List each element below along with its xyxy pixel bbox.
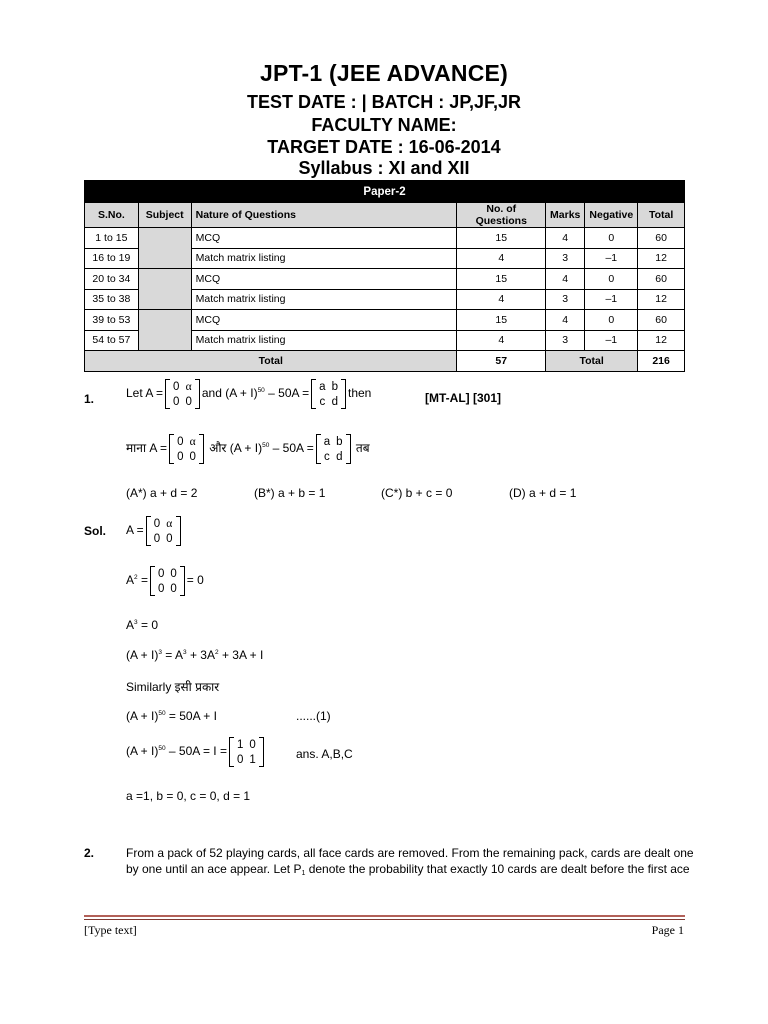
- paper-structure-table: [84, 180, 685, 372]
- cell-negative: 0: [585, 310, 638, 331]
- footer-divider-thin: [84, 919, 685, 920]
- table-row: [85, 269, 685, 290]
- question-1-tags: [MT-AL] [301]: [425, 391, 501, 405]
- total-label-2: Total: [546, 351, 638, 372]
- solution-final-values: a =1, b = 0, c = 0, d = 1: [126, 789, 251, 803]
- question-1-hindi: [126, 434, 370, 464]
- table-row: [85, 228, 685, 249]
- cell-negative: 0: [585, 269, 638, 290]
- cell-num-questions: 4: [457, 330, 546, 351]
- cell-negative: –1: [585, 248, 638, 269]
- cell-subject: [138, 228, 191, 269]
- total-marks: 216: [638, 351, 685, 372]
- cell-nature: MCQ: [191, 228, 457, 249]
- footer-page-number: Page 1: [651, 923, 684, 937]
- test-date-batch: TEST DATE : | BATCH : JP,JF,JR: [246, 92, 522, 112]
- document-title: JPT-1 (JEE ADVANCE): [260, 60, 508, 86]
- cell-subject: [138, 310, 191, 351]
- q1-let-text: Let A =: [126, 386, 164, 401]
- question-2-line-2: by one until an ace appear. Let $P_1$ denote the probability that exactly 10 cards are dealt before the first ace: [126, 862, 690, 877]
- cell-nature: Match matrix listing: [191, 289, 457, 310]
- cell-sno: 54 to 57: [85, 330, 139, 351]
- question-2-number: 2.: [84, 846, 95, 860]
- table-row: [85, 310, 685, 331]
- cell-nature: MCQ: [191, 269, 457, 290]
- cell-marks: 4: [546, 269, 585, 290]
- solution-a-def: A = 0 α 0 0: [126, 516, 183, 546]
- cell-sno: 39 to 53: [85, 310, 139, 331]
- cell-nature: Match matrix listing: [191, 248, 457, 269]
- option-c: (C*) b + c = 0: [381, 486, 453, 500]
- cell-marks: 3: [546, 330, 585, 351]
- header-negative: Negative: [585, 203, 638, 228]
- matrix-zero: 0 0 0 0: [150, 566, 185, 596]
- matrix-a: 0 α 0 0: [165, 379, 200, 409]
- solution-cube-expansion: $(A + I)^3 = A^3 + 3A^2 + 3A + I$: [126, 648, 264, 662]
- header-subject: Subject: [138, 203, 191, 228]
- solution-similarly: Similarly इसी प्रकार: [126, 680, 220, 694]
- question-2-line-1: From a pack of 52 playing cards, all face cards are removed. From the remaining pack, cards are dealt one: [126, 846, 694, 860]
- solution-label: Sol.: [84, 524, 107, 538]
- cell-subject: [138, 269, 191, 310]
- target-date: TARGET DATE : 16-06-2014: [267, 137, 501, 157]
- q1-then-text: then: [347, 386, 372, 401]
- cell-marks: 3: [546, 248, 585, 269]
- cell-num-questions: 4: [457, 289, 546, 310]
- solution-identity: $(A + I)^{50} - 50A = I$ = 1 0 0 1: [126, 737, 266, 767]
- cell-nature: Match matrix listing: [191, 330, 457, 351]
- option-d: (D) a + d = 1: [509, 486, 577, 500]
- q1-hindi-and: और $(A + I)^{50} - 50A$ =: [209, 441, 314, 456]
- solution-power-50: $(A + I)^{50} = 50A + I$: [126, 709, 217, 723]
- cell-negative: –1: [585, 330, 638, 351]
- cell-negative: –1: [585, 289, 638, 310]
- option-b: (B*) a + b = 1: [254, 486, 326, 500]
- cell-sno: 1 to 15: [85, 228, 139, 249]
- total-questions: 57: [457, 351, 546, 372]
- cell-marks: 3: [546, 289, 585, 310]
- cell-total: 60: [638, 228, 685, 249]
- cell-sno: 35 to 38: [85, 289, 139, 310]
- matrix-a-sol: 0 α 0 0: [146, 516, 181, 546]
- cell-total: 12: [638, 289, 685, 310]
- cell-marks: 4: [546, 310, 585, 331]
- syllabus: Syllabus : XI and XII: [298, 158, 470, 178]
- question-1-english: [126, 379, 371, 409]
- q1-and-text: and $(A + I)^{50} - 50A$ =: [201, 386, 310, 401]
- matrix-a-hindi: 0 α 0 0: [169, 434, 204, 464]
- matrix-abcd-hindi: a b c d: [316, 434, 351, 464]
- paper-title: Paper-2: [85, 181, 685, 203]
- header-marks: Marks: [546, 203, 585, 228]
- matrix-identity: 1 0 0 1: [229, 737, 264, 767]
- cell-num-questions: 15: [457, 269, 546, 290]
- cell-sno: 16 to 19: [85, 248, 139, 269]
- matrix-abcd: a b c d: [311, 379, 346, 409]
- cell-nature: MCQ: [191, 310, 457, 331]
- option-a: (A*) a + d = 2: [126, 486, 198, 500]
- solution-a-squared: $A^2$ = 0 0 0 0 = 0: [126, 567, 204, 595]
- cell-total: 12: [638, 330, 685, 351]
- footer-divider: [84, 915, 685, 917]
- q1-hindi-then: तब: [355, 441, 370, 456]
- cell-num-questions: 4: [457, 248, 546, 269]
- header-total: Total: [638, 203, 685, 228]
- cell-total: 60: [638, 310, 685, 331]
- question-1-number: 1.: [84, 392, 95, 406]
- cell-num-questions: 15: [457, 228, 546, 249]
- total-label: Total: [85, 351, 457, 372]
- header-sno: S.No.: [85, 203, 139, 228]
- header-num-questions: No. of Questions: [457, 203, 546, 228]
- cell-sno: 20 to 34: [85, 269, 139, 290]
- table-total-row: [85, 351, 685, 372]
- q1-hindi-let: माना A =: [126, 441, 168, 456]
- solution-a-cubed: $A^3 = 0$: [126, 618, 158, 632]
- solution-answer: ans. A,B,C: [296, 747, 353, 761]
- cell-total: 60: [638, 269, 685, 290]
- header-nature: Nature of Questions: [191, 203, 457, 228]
- cell-num-questions: 15: [457, 310, 546, 331]
- cell-total: 12: [638, 248, 685, 269]
- solution-equation-ref: ......(1): [296, 709, 331, 723]
- cell-negative: 0: [585, 228, 638, 249]
- footer-left-text: [Type text]: [84, 923, 137, 937]
- cell-marks: 4: [546, 228, 585, 249]
- faculty-name: FACULTY NAME:: [311, 115, 457, 135]
